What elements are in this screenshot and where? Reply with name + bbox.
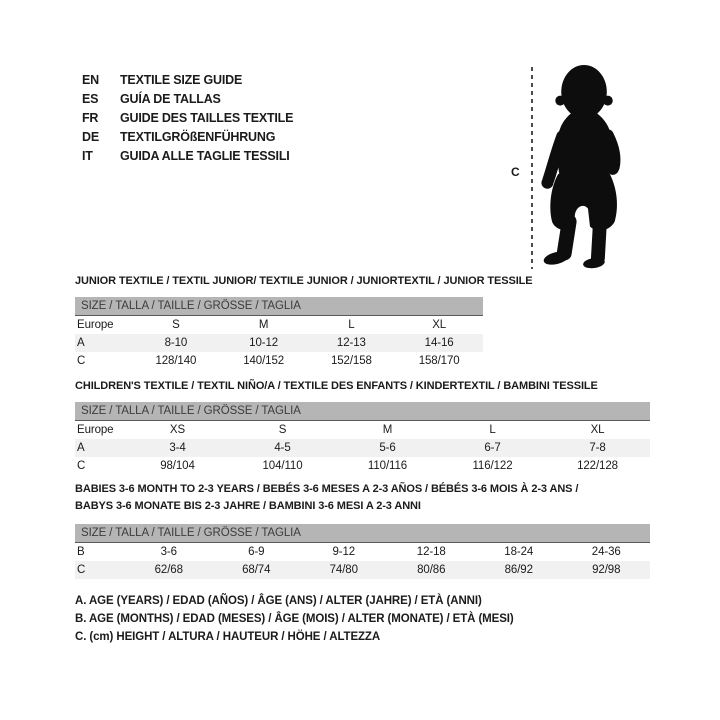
- language-label: TEXTILE SIZE GUIDE: [120, 73, 243, 87]
- table-cell: 122/128: [577, 460, 618, 472]
- note-age-years: A. AGE (YEARS) / EDAD (AÑOS) / ÂGE (ANS) / ALTER (JAHRE) / ETÀ (ANNI): [75, 595, 482, 607]
- table-cell: 140/152: [243, 355, 285, 367]
- table-cell: 3-6: [160, 546, 177, 558]
- babies-size-table: [75, 524, 650, 579]
- babies-table-title-line2: BABYS 3-6 MONATE BIS 2-3 JAHRE / BAMBINI 3-6 MESI A 2-3 ANNI: [75, 500, 421, 512]
- table-cell: S: [172, 319, 180, 331]
- row-label: A: [77, 337, 85, 349]
- children-size-table: [75, 402, 650, 475]
- table-cell: 5-6: [379, 442, 396, 454]
- table-row: [75, 543, 650, 561]
- language-row: [82, 147, 293, 166]
- table-cell: S: [278, 424, 287, 436]
- height-measure-line: [531, 67, 533, 269]
- toddler-silhouette-icon: [541, 63, 633, 271]
- language-code: FR: [82, 111, 99, 125]
- table-rows: [75, 421, 650, 475]
- language-row: [82, 109, 293, 128]
- table-cell: 9-12: [332, 546, 356, 558]
- row-label: B: [77, 546, 85, 558]
- row-label: Europe: [77, 319, 114, 331]
- junior-table-title: JUNIOR TEXTILE / TEXTIL JUNIOR/ TEXTILE JUNIOR / JUNIORTEXTIL / JUNIOR TESSILE: [75, 275, 533, 287]
- language-label: GUIDA ALLE TAGLIE TESSILI: [120, 149, 290, 163]
- language-label: TEXTILGRÖßENFÜHRUNG: [120, 130, 276, 144]
- size-header-bar: SIZE / TALLA / TAILLE / GRÖSSE / TAGLIA: [75, 402, 650, 421]
- table-cell: 62/68: [154, 564, 183, 576]
- table-cell: 8-10: [164, 337, 188, 349]
- language-code: IT: [82, 149, 93, 163]
- table-cell: XL: [432, 319, 447, 331]
- language-row: [82, 128, 293, 147]
- row-label: A: [77, 442, 85, 454]
- table-row: [75, 334, 483, 352]
- language-row: [82, 71, 293, 90]
- table-row: [75, 457, 650, 475]
- language-code: EN: [82, 73, 99, 87]
- table-cell: 10-12: [249, 337, 279, 349]
- row-label: C: [77, 355, 86, 367]
- legend-notes: [75, 592, 514, 646]
- language-label: GUÍA DE TALLAS: [120, 92, 221, 106]
- table-cell: 14-16: [424, 337, 454, 349]
- table-row: [75, 561, 650, 579]
- table-cell: 12-18: [416, 546, 446, 558]
- table-cell: 6-7: [484, 442, 501, 454]
- table-cell: M: [382, 424, 393, 436]
- table-cell: M: [258, 319, 269, 331]
- size-header-bar: SIZE / TALLA / TAILLE / GRÖSSE / TAGLIA: [75, 524, 650, 543]
- table-cell: 6-9: [248, 546, 265, 558]
- babies-table-title: [75, 481, 578, 515]
- table-cell: XS: [169, 424, 186, 436]
- table-rows: [75, 316, 483, 370]
- table-cell: 7-8: [589, 442, 606, 454]
- height-measure-label: C: [511, 165, 520, 179]
- table-cell: 80/86: [417, 564, 446, 576]
- table-cell: 128/140: [155, 355, 197, 367]
- note-height-cm: C. (cm) HEIGHT / ALTURA / HAUTEUR / HÖHE / ALTEZZA: [75, 631, 381, 643]
- table-row: [75, 352, 483, 370]
- size-header-bar: SIZE / TALLA / TAILLE / GRÖSSE / TAGLIA: [75, 297, 483, 316]
- table-cell: 98/104: [160, 460, 195, 472]
- row-label: C: [77, 460, 86, 472]
- row-label: C: [77, 564, 86, 576]
- table-cell: 4-5: [274, 442, 291, 454]
- table-cell: 110/116: [367, 460, 408, 472]
- table-row: [75, 316, 483, 334]
- language-code: ES: [82, 92, 99, 106]
- table-cell: 104/110: [262, 460, 303, 472]
- table-cell: XL: [590, 424, 605, 436]
- table-cell: 74/80: [329, 564, 358, 576]
- children-table-title: CHILDREN'S TEXTILE / TEXTIL NIÑO/A / TEXTILE DES ENFANTS / KINDERTEXTIL / BAMBINI TESSILE: [75, 380, 598, 392]
- table-cell: 92/98: [592, 564, 621, 576]
- language-label: GUIDE DES TAILLES TEXTILE: [120, 111, 294, 125]
- language-code: DE: [82, 130, 99, 144]
- babies-table-title-line1: BABIES 3-6 MONTH TO 2-3 YEARS / BEBÉS 3-6 MESES A 2-3 AÑOS / BÉBÉS 3-6 MOIS À 2-3 ANS /: [75, 483, 579, 495]
- table-cell: L: [489, 424, 496, 436]
- row-label: Europe: [77, 424, 114, 436]
- language-row: [82, 90, 293, 109]
- table-cell: 18-24: [504, 546, 534, 558]
- table-cell: 152/158: [330, 355, 372, 367]
- table-cell: 24-36: [591, 546, 621, 558]
- table-row: [75, 439, 650, 457]
- table-cell: 86/92: [504, 564, 533, 576]
- table-row: [75, 421, 650, 439]
- note-age-months: B. AGE (MONTHS) / EDAD (MESES) / ÂGE (MOIS) / ALTER (MONATE) / ETÀ (MESI): [75, 613, 514, 625]
- language-list: [82, 71, 293, 166]
- table-cell: 116/122: [472, 460, 513, 472]
- table-cell: 68/74: [242, 564, 271, 576]
- table-cell: 12-13: [336, 337, 366, 349]
- table-cell: 158/170: [418, 355, 460, 367]
- table-cell: 3-4: [169, 442, 186, 454]
- junior-size-table: [75, 297, 483, 370]
- table-cell: L: [348, 319, 355, 331]
- table-rows: [75, 543, 650, 579]
